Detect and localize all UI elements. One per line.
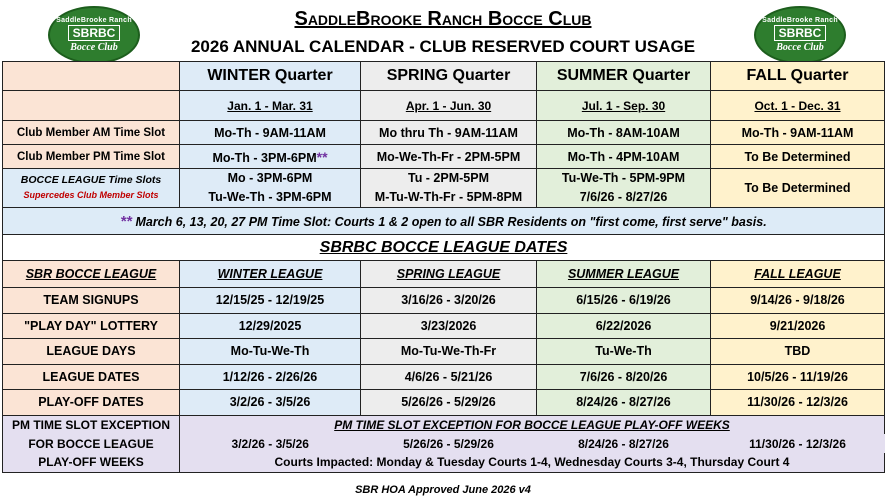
- pm-slot-row: [3, 145, 885, 169]
- cell-summer: 7/6/26 - 8/20/26: [537, 364, 711, 390]
- exception-date-fall: 11/30/26 - 12/3/26: [711, 434, 885, 453]
- exception-row-dates: [3, 434, 885, 453]
- league-slot-line: Mo - 3PM-6PM: [227, 171, 313, 185]
- league-slots-summer: [537, 169, 711, 208]
- league-slot-line: Tu - 2PM-5PM: [407, 171, 490, 185]
- quarter-fall: FALL Quarter: [711, 62, 885, 91]
- am-slot-spring: Mo thru Th - 9AM-11AM: [361, 121, 537, 145]
- exception-title: PM TIME SLOT EXCEPTION FOR BOCCE LEAGUE PLAY-OFF WEEKS: [180, 415, 885, 434]
- league-slot-line: Tu-We-Th - 5PM-9PM: [561, 171, 686, 185]
- quarter-dates-summer: Jul. 1 - Sep. 30: [537, 91, 711, 121]
- exception-date-winter: 3/2/26 - 3/5/26: [180, 434, 361, 453]
- cell-winter: 12/29/2025: [180, 313, 361, 339]
- quarter-dates-fall: Oct. 1 - Dec. 31: [711, 91, 885, 121]
- row-label: PLAY-OFF DATES: [3, 390, 180, 416]
- league-slots-row: [3, 169, 885, 208]
- logo-ring-text: SaddleBrooke Ranch: [56, 17, 132, 24]
- league-slots-sublabel: Supercedes Club Member Slots: [23, 190, 159, 200]
- quarter-dates-spring: Apr. 1 - Jun. 30: [361, 91, 537, 121]
- table-row: [3, 364, 885, 390]
- am-slot-label: Club Member AM Time Slot: [3, 121, 180, 145]
- league-slots-title: BOCCE LEAGUE Time Slots: [20, 174, 162, 186]
- page-title: SaddleBrooke Ranch Bocce Club: [294, 8, 592, 30]
- am-slot-winter: Mo-Th - 9AM-11AM: [180, 121, 361, 145]
- exception-date-summer: 8/24/26 - 8/27/26: [537, 434, 711, 453]
- pm-slot-fall: To Be Determined: [711, 145, 885, 169]
- league-slots-fall: To Be Determined: [711, 169, 885, 208]
- league-slots-spring: [361, 169, 537, 208]
- league-header-label: SBR BOCCE LEAGUE: [3, 261, 180, 288]
- quarter-dates-winter: Jan. 1 - Mar. 31: [180, 91, 361, 121]
- table-row: [3, 390, 885, 416]
- cell-summer: Tu-We-Th: [537, 339, 711, 365]
- courts-impacted: Courts Impacted: Monday & Tuesday Courts 1-4, Wednesday Courts 3-4, Thursday Court 4: [180, 453, 885, 472]
- logo-abbr: SBRBC: [68, 25, 121, 41]
- cell-winter: 1/12/26 - 2/26/26: [180, 364, 361, 390]
- am-slot-summer: Mo-Th - 8AM-10AM: [537, 121, 711, 145]
- logo-club-text: Bocce Club: [70, 42, 118, 53]
- cell-fall: 9/14/26 - 9/18/26: [711, 288, 885, 314]
- league-slots-winter: [180, 169, 361, 208]
- quarter-winter: WINTER Quarter: [180, 62, 361, 91]
- row-label: LEAGUE DATES: [3, 364, 180, 390]
- note-asterisk: **: [120, 212, 132, 230]
- cell-winter: 12/15/25 - 12/19/25: [180, 288, 361, 314]
- league-fall: FALL LEAGUE: [711, 261, 885, 288]
- cell-fall: 11/30/26 - 12/3/26: [711, 390, 885, 416]
- exception-label-line: PM TIME SLOT EXCEPTION: [3, 415, 180, 434]
- cell-summer: 6/22/2026: [537, 313, 711, 339]
- row-label: TEAM SIGNUPS: [3, 288, 180, 314]
- page-subtitle: 2026 ANNUAL CALENDAR - CLUB RESERVED COURT USAGE: [190, 37, 696, 56]
- table-row: [3, 313, 885, 339]
- table-row: [3, 288, 885, 314]
- footer-approval: SBR HOA Approved June 2026 v4: [355, 484, 531, 496]
- note-row: [3, 208, 885, 235]
- blank-label-cell: [3, 91, 180, 121]
- quarter-summer: SUMMER Quarter: [537, 62, 711, 91]
- cell-winter: Mo-Tu-We-Th: [180, 339, 361, 365]
- logo-ring-text: SaddleBrooke Ranch: [762, 17, 838, 24]
- asterisk-marker: **: [316, 148, 328, 165]
- exception-row-title: [3, 415, 885, 434]
- quarter-header-row: [3, 62, 885, 91]
- am-slot-row: [3, 121, 885, 145]
- league-summer: SUMMER LEAGUE: [537, 261, 711, 288]
- calendar-table: [2, 61, 885, 473]
- logo-abbr: SBRBC: [774, 25, 827, 41]
- row-label: LEAGUE DAYS: [3, 339, 180, 365]
- cell-fall: 10/5/26 - 11/19/26: [711, 364, 885, 390]
- pm-slot-summer: Mo-Th - 4PM-10AM: [537, 145, 711, 169]
- pm-slot-label: Club Member PM Time Slot: [3, 145, 180, 169]
- league-header-row: [3, 261, 885, 288]
- corner-cell: [3, 62, 180, 91]
- pm-slot-winter: [180, 145, 361, 169]
- cell-spring: 3/16/26 - 3/20/26: [361, 288, 537, 314]
- quarter-spring: SPRING Quarter: [361, 62, 537, 91]
- logo-club-text: Bocce Club: [776, 42, 824, 53]
- league-slot-line: M-Tu-W-Th-Fr - 5PM-8PM: [374, 190, 523, 204]
- cell-spring: Mo-Tu-We-Th-Fr: [361, 339, 537, 365]
- note-text: March 6, 13, 20, 27 PM Time Slot: Courts 1 & 2 open to all SBR Residents on "first come, first serve" basis.: [135, 214, 767, 229]
- league-slot-line: 7/6/26 - 8/27/26: [579, 190, 668, 204]
- league-section-row: [3, 235, 885, 261]
- pm-slot-spring: Mo-We-Th-Fr - 2PM-5PM: [361, 145, 537, 169]
- cell-spring: 4/6/26 - 5/21/26: [361, 364, 537, 390]
- am-slot-fall: Mo-Th - 9AM-11AM: [711, 121, 885, 145]
- cell-summer: 8/24/26 - 8/27/26: [537, 390, 711, 416]
- pm-note: [3, 208, 885, 235]
- exception-date-spring: 5/26/26 - 5/29/26: [361, 434, 537, 453]
- pm-slot-winter-text: Mo-Th - 3PM-6PM: [212, 150, 317, 165]
- row-label: "PLAY DAY" LOTTERY: [3, 313, 180, 339]
- quarter-dates-row: [3, 91, 885, 121]
- cell-fall: 9/21/2026: [711, 313, 885, 339]
- league-spring: SPRING LEAGUE: [361, 261, 537, 288]
- cell-spring: 5/26/26 - 5/29/26: [361, 390, 537, 416]
- exception-row-courts: [3, 453, 885, 472]
- league-section-title: SBRBC BOCCE LEAGUE DATES: [3, 235, 885, 261]
- league-winter: WINTER LEAGUE: [180, 261, 361, 288]
- exception-label-line: PLAY-OFF WEEKS: [3, 453, 180, 472]
- cell-fall: TBD: [711, 339, 885, 365]
- cell-summer: 6/15/26 - 6/19/26: [537, 288, 711, 314]
- cell-winter: 3/2/26 - 3/5/26: [180, 390, 361, 416]
- table-row: [3, 339, 885, 365]
- league-slots-label: [3, 169, 180, 208]
- exception-label-line: FOR BOCCE LEAGUE: [3, 434, 180, 453]
- league-slot-line: Tu-We-Th - 3PM-6PM: [208, 190, 332, 204]
- cell-spring: 3/23/2026: [361, 313, 537, 339]
